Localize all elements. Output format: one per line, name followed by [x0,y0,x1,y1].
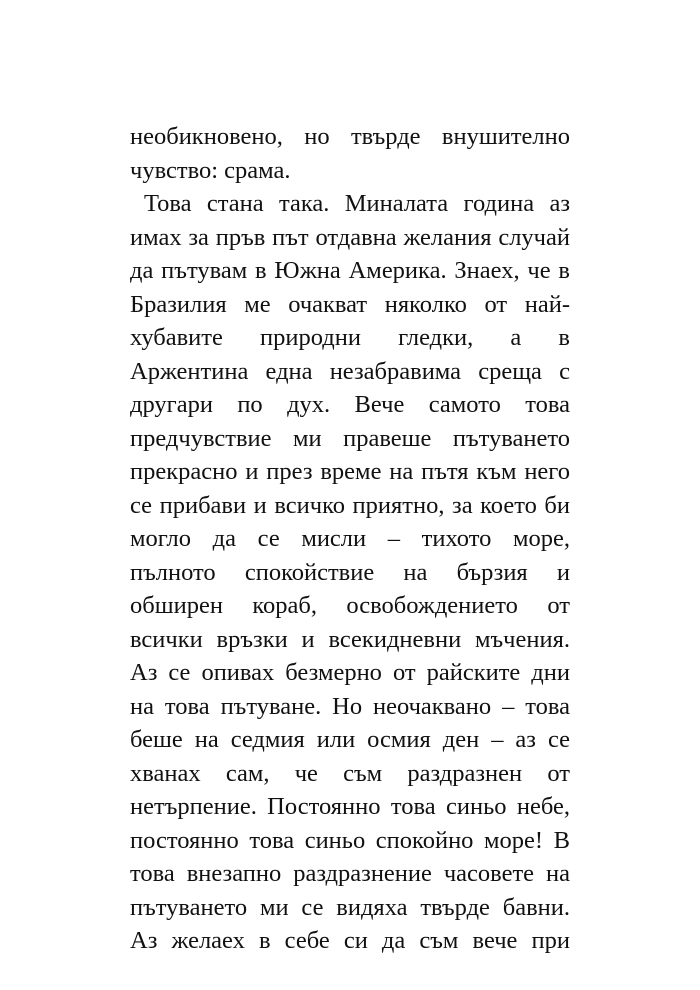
text-line: пътуването ми се видяха твърде бавни. [130,893,570,921]
text-line: Аржентина една незабравима среща с [130,357,570,385]
text-line: необикновено, но твърде внушително [130,123,570,150]
text-line: другари по дух. Вече самото това [130,391,570,418]
text-line: предчувствие ми правеше пътуването [130,424,570,452]
text-line: чувство: срама. [130,156,291,184]
text-line: постоянно това синьо спокойно море! В [130,826,570,854]
text-line: хубавите природни гледки, а в [130,324,570,351]
text-line: всички връзки и всекидневни мъчения. [130,625,570,653]
text-line: това внезапно раздразнение часовете на [130,860,570,887]
text-line: хванах сам, че съм раздразнен от [130,759,570,787]
text-line: пълното спокойствие на бързия и [130,558,570,586]
text-line: се прибави и всичко приятно, за което би [130,491,570,519]
body-text [130,120,570,958]
text-line: на това пътуване. Но неочаквано – това [130,692,570,720]
text-line: могло да се мисли – тихото море, [130,525,570,552]
text-line: Аз се опивах безмерно от райските дни [130,659,570,686]
text-line: беше на седмия или осмия ден – аз се [130,726,570,753]
text-line: обширен кораб, освобождението от [130,592,570,619]
text-line: прекрасно и през време на пътя към него [130,458,570,485]
text-line: Бразилия ме очакват няколко от най- [130,290,570,318]
text-line: Аз желаех в себе си да съм вече при [130,927,570,954]
text-line: нетърпение. Постоянно това синьо небе, [130,793,570,820]
text-line: да пътувам в Южна Америка. Знаех, че в [130,257,570,284]
text-line: имах за пръв път отдавна желания случай [130,223,570,251]
text-line: Това стана така. Миналата година аз [144,190,570,217]
